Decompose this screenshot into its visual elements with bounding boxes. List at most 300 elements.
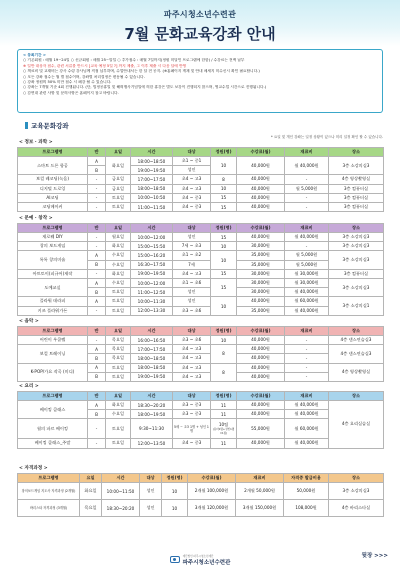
cell-day: 화요일	[106, 157, 131, 175]
table-row	[18, 184, 384, 193]
category-label: < 음악 >	[19, 319, 39, 324]
cell-fee: 30,000원	[237, 288, 285, 297]
cell-time: 18:00~18:50	[131, 157, 173, 166]
cell-cert-fee: 108,000원	[284, 500, 329, 517]
cell-capacity: 11	[211, 401, 237, 410]
cell-day: 목요일	[80, 500, 102, 517]
cell-class: -	[88, 202, 106, 211]
cell-fee: 40,000원	[237, 175, 285, 184]
col-header: 프로그램명	[18, 392, 88, 401]
certification-table	[17, 473, 384, 517]
cell-place: 4층 댄스연습실3	[329, 345, 384, 363]
cell-material: -	[285, 175, 329, 184]
cell-target: 초4 ~ 고3	[173, 345, 211, 354]
cell-day: 토요일	[106, 193, 131, 202]
cell-capacity: 15	[211, 278, 237, 296]
next-page-link[interactable]: 뒷장 >>>	[361, 553, 388, 559]
program-table	[17, 391, 384, 449]
cell-day: 토요일	[106, 439, 131, 448]
cell-place: 4층 요리실습실	[329, 401, 384, 449]
cell-class: A	[88, 157, 106, 166]
group-arts-creative	[17, 215, 384, 316]
cell-capacity: 11	[211, 410, 237, 419]
cell-class: -	[88, 193, 106, 202]
cell-capacity: 15	[211, 193, 237, 202]
cell-program: 베이킹 클래스_주말	[18, 439, 88, 448]
table-header-row	[18, 148, 384, 157]
cell-program: 코딩메이커	[18, 202, 88, 211]
page-title: 7월 문화교육강좌 안내	[124, 25, 276, 43]
notice-line: ○ 강좌는 7개월 기준 4회 진행됩니다. (단, 법정공휴일 및 해외행사기념일에 의한 휴강은 별도 보강이 진행되지 않으며, 영교수업 시간으로 진행됩니다.)	[23, 85, 267, 90]
table-header-row	[18, 474, 384, 483]
org-name: 파주시청소년수련관	[163, 10, 237, 19]
cell-time: 18:00~18:50	[131, 354, 173, 363]
cell-time: 10:00~12:00	[131, 233, 173, 242]
cell-fee: 40,000원	[237, 202, 285, 211]
table-row	[18, 233, 384, 242]
col-header: 재료비	[285, 392, 329, 401]
cell-class: B	[88, 410, 106, 419]
col-header: 프로그램명	[18, 148, 88, 157]
cell-day: 목요일	[106, 354, 131, 363]
cell-fee: 40,000원	[237, 401, 285, 410]
cell-place: 4층 영상촬영실	[329, 363, 384, 381]
footer-logo	[170, 554, 231, 566]
cell-fee: 40,000원	[237, 439, 285, 448]
cell-class: A	[88, 345, 106, 354]
cell-fee: 35,000원	[237, 306, 285, 315]
cell-day: 화요일	[106, 269, 131, 278]
col-header: 시간	[131, 224, 173, 233]
notice-line: ○ 모든 강좌 접수는 월 별 접수이며, 강좌별 처리결정은 변동될 수 있습니다.	[23, 74, 145, 79]
table-header-row	[18, 224, 384, 233]
cell-program: 도예교실	[18, 278, 88, 296]
cell-target: 성인	[173, 233, 211, 242]
category-label: < 문예 · 창작 >	[19, 216, 53, 221]
footer	[0, 548, 400, 566]
cell-time: 17:00~17:50	[131, 345, 173, 354]
cell-program: 플라워 데라피	[18, 297, 88, 306]
cell-material: -	[285, 202, 329, 211]
cell-fee: 30,000원	[237, 242, 285, 251]
cell-target: 7세	[173, 260, 211, 269]
cell-fee: 40,000원	[237, 193, 285, 202]
cell-day: 월요일	[106, 233, 131, 242]
cell-time: 16:30~17:50	[131, 260, 173, 269]
cell-material: -	[285, 372, 329, 381]
table-row	[18, 269, 384, 278]
cell-place: 3층 컴퓨터실	[329, 193, 384, 202]
cell-target: 초4 ~ 고3	[173, 175, 211, 184]
cell-material: -	[285, 363, 329, 372]
cell-capacity: 10	[162, 500, 188, 517]
col-header: 대상	[173, 327, 211, 336]
col-header: 대상	[173, 148, 211, 157]
cell-program: K-POP/가요 작곡 (미디)	[18, 363, 88, 381]
cell-class: -	[88, 419, 106, 439]
cell-program: AI코딩	[18, 193, 88, 202]
cell-program: 스마트 드론 항공	[18, 157, 88, 175]
col-header: 수강료(월)	[188, 474, 236, 483]
cell-target: 초4 ~ 고3	[173, 184, 211, 193]
cell-place: 4층 영상촬영실	[329, 175, 384, 184]
cell-program: 디지털 드로잉	[18, 184, 88, 193]
cell-capacity: 8	[211, 363, 237, 381]
col-header: 프로그램명	[18, 327, 88, 336]
category-label: < 정보 · 과학 >	[19, 140, 53, 145]
col-header: 재료비	[285, 327, 329, 336]
cell-material: -	[285, 354, 329, 363]
cell-material: -	[285, 336, 329, 345]
cell-time: 19:00~19:50	[131, 269, 173, 278]
cell-fee: 35,000원	[237, 251, 285, 260]
cell-class: B	[88, 166, 106, 175]
col-header: 시간	[102, 474, 140, 483]
col-header: 요일	[106, 392, 131, 401]
table-row	[18, 193, 384, 202]
cell-target: 7세 ~ 초3	[173, 242, 211, 251]
cell-time: 17:00~17:50	[131, 175, 173, 184]
col-header: 프로그램명	[18, 224, 88, 233]
cell-class: -	[88, 184, 106, 193]
col-header: 대상	[173, 392, 211, 401]
cell-material: 3개월 150,000원	[236, 500, 284, 517]
cell-time: 10:00~12:00	[131, 278, 173, 287]
cell-target: 초1 ~ 초6	[173, 278, 211, 287]
cell-day: 수요일	[106, 278, 131, 287]
cell-time: 10:00~10:50	[131, 193, 173, 202]
cell-time: 19:00~19:50	[131, 372, 173, 381]
col-header: 정원(명)	[211, 392, 237, 401]
cell-capacity: 8	[211, 175, 237, 184]
cell-program: 아트토이(피규어)제작	[18, 269, 88, 278]
col-header: 수강료(월)	[237, 327, 285, 336]
cell-fee: 40,000원	[237, 233, 285, 242]
table-row	[18, 157, 384, 166]
col-header: 시간	[131, 392, 173, 401]
cell-target: 성인	[140, 500, 162, 517]
cell-fee: 40,000원	[237, 345, 285, 354]
col-header: 반	[88, 392, 106, 401]
cell-day: 수요일	[106, 260, 131, 269]
cell-place: 3층 소강의실3	[329, 278, 384, 296]
cell-material: 월 30,000원	[285, 269, 329, 278]
cell-material: 월 5,000원	[285, 184, 329, 193]
cell-class: B	[88, 260, 106, 269]
notice-line: ○ 강좌 정원의 50% 미만 접수 시 폐강 될 수 있습니다.	[23, 80, 112, 85]
col-header: 장소	[329, 224, 384, 233]
col-header: 정원(명)	[211, 148, 237, 157]
cell-time: 10:00~11:30	[131, 297, 173, 306]
cell-fee: 40,000원	[237, 410, 285, 419]
cell-program: 월의 파르 베이킹	[18, 419, 88, 439]
col-header: 반	[88, 148, 106, 157]
cell-day: 금요일	[106, 184, 131, 193]
cell-class: A	[88, 297, 106, 306]
table-row	[18, 202, 384, 211]
cell-place: 3층 컴퓨터실	[329, 184, 384, 193]
header	[0, 9, 400, 44]
cell-fee: 3개월 120,000원	[188, 500, 236, 517]
col-header: 반	[88, 327, 106, 336]
cell-class: A	[88, 278, 106, 287]
cell-day: 토요일	[106, 288, 131, 297]
category-label: < 자격과정 >	[19, 466, 48, 471]
cell-place: 3층 소강의실3	[329, 251, 384, 269]
col-header: 정원(명)	[211, 327, 237, 336]
cell-fee: 40,000원	[237, 372, 285, 381]
cell-program: 보컬 트레이닝	[18, 345, 88, 363]
table-header-row	[18, 327, 384, 336]
logo-name: 파주시청소년수련관	[182, 559, 231, 566]
cell-material: 월 40,000원	[285, 288, 329, 297]
cell-material: 2개월 50,000원	[236, 483, 284, 500]
section-note: * 요일 및 개인 강좌는 일정 상황이 있으나 미리 일정 확인 할 수 있습니다.	[271, 135, 383, 139]
table-row	[18, 297, 384, 306]
col-header: 재료비	[285, 148, 329, 157]
program-table	[17, 326, 384, 382]
cell-time: 18:00~19:50	[131, 410, 173, 419]
col-header: 반	[88, 224, 106, 233]
cell-class: -	[88, 242, 106, 251]
cell-capacity: 10	[211, 297, 237, 315]
col-header: 수강료(월)	[237, 392, 285, 401]
cell-target: 초3 ~ 초6	[173, 336, 211, 345]
cell-place: 3층 소강의실3	[329, 157, 384, 175]
cell-class: -	[88, 175, 106, 184]
table-row	[18, 336, 384, 345]
cell-capacity: 11	[211, 439, 237, 448]
cell-class: A	[88, 363, 106, 372]
cell-time: 11:00~11:50	[131, 202, 173, 211]
cell-material: 월 60,000원	[285, 419, 329, 439]
table-row	[18, 401, 384, 410]
col-header: 대상	[173, 224, 211, 233]
cell-fee: 2개월 100,000원	[188, 483, 236, 500]
cell-material: 월 40,000원	[285, 306, 329, 315]
col-header: 요일	[106, 148, 131, 157]
col-header: 수강료(월)	[237, 224, 285, 233]
notice-line: ○ 감면대 관련 사항 및 문의사항은 홈페이지 참고 바랍니다.	[23, 90, 119, 95]
col-header: 요일	[106, 224, 131, 233]
cell-target: 초3 ~ 초6	[173, 306, 211, 315]
cell-place: 3층 컴퓨터실	[329, 269, 384, 278]
cell-target: 초1 ~ 중1	[173, 157, 211, 166]
cell-material: 월 40,000원	[285, 157, 329, 175]
cell-class: -	[88, 269, 106, 278]
col-header: 장소	[329, 474, 384, 483]
cell-target: 초4 ~ 고3	[173, 354, 211, 363]
cell-class: -	[88, 439, 106, 448]
cell-time: 12:00~13:30	[131, 306, 173, 315]
col-header: 시간	[131, 148, 173, 157]
col-header: 수강료(월)	[237, 148, 285, 157]
group-certification	[17, 465, 384, 517]
cell-day: 화요일	[106, 401, 131, 410]
cell-target: 성인	[140, 483, 162, 500]
cell-day: 화요일	[106, 242, 131, 251]
cell-time: 11:00~12:50	[131, 288, 173, 297]
col-header: 프로그램명	[18, 474, 80, 483]
cell-target: 초4 ~ 중3	[173, 439, 211, 448]
program-table	[17, 223, 384, 316]
cell-fee: 35,000원	[237, 260, 285, 269]
cell-day: 토요일	[106, 202, 131, 211]
cell-target: 초1 ~ 초2	[173, 251, 211, 260]
cell-target: 5세 ~ 초3 1명 + 성인 1명	[173, 419, 211, 439]
cell-target: 초4 ~ 중3	[173, 202, 211, 211]
cell-capacity: 10	[162, 483, 188, 500]
cell-capacity: 10	[211, 251, 237, 269]
cell-program: 어린이 우쿨렐	[18, 336, 88, 345]
cell-day: 수요일	[106, 410, 131, 419]
group-cooking	[17, 383, 384, 449]
cell-material: 월 40,000원	[285, 233, 329, 242]
table-row	[18, 500, 384, 517]
cell-time: 18:30~20:20	[102, 500, 140, 517]
cell-program: 베이킹 클래스	[18, 401, 88, 419]
cell-program: 창의 보드게임	[18, 242, 88, 251]
col-header: 정원(명)	[211, 224, 237, 233]
col-header: 요일	[80, 474, 102, 483]
cell-program: 제로웨 DIY	[18, 233, 88, 242]
table-row	[18, 242, 384, 251]
table-row	[18, 278, 384, 287]
col-header: 장소	[329, 148, 384, 157]
cell-capacity: 10	[211, 242, 237, 251]
col-header: 자격증 발급비용	[284, 474, 329, 483]
cell-target: 초3 ~ 중3	[173, 401, 211, 410]
cell-capacity: 8	[211, 345, 237, 363]
cell-place: 3층 소강의실3	[329, 233, 384, 242]
table-row	[18, 483, 384, 500]
cell-class: B	[88, 288, 106, 297]
col-header: 정원(명)	[162, 474, 188, 483]
cell-fee: 40,000원	[237, 157, 285, 175]
cell-place: 3층 소강의실3	[329, 242, 384, 251]
cell-fee: 40,000원	[237, 336, 285, 345]
cell-place: 4층 댄스연습실3	[329, 336, 384, 345]
cell-class: B	[88, 372, 106, 381]
col-header: 시간	[131, 327, 173, 336]
cell-day: 토요일	[106, 419, 131, 439]
cell-target: 초4 ~ 고3	[173, 372, 211, 381]
cell-day: 화요일	[80, 483, 102, 500]
cell-target: 초3 ~ 중3	[173, 410, 211, 419]
cell-place: 3층 컴퓨터실	[329, 202, 384, 211]
cell-material: -	[285, 193, 329, 202]
cell-target: 성인	[173, 288, 211, 297]
cell-capacity: 15	[211, 233, 237, 242]
cell-program: 톡톡 창의미술	[18, 251, 88, 269]
notice-line-warning: ※ 일반 대상자 접수, 관련 서류를 반드시 [교육 예정 5일 ?] 까지 제출, 그 이후 제출 시 다음 달에 반영	[23, 63, 187, 68]
registration-notice	[17, 49, 383, 113]
notice-line: ○ 기존회원 : 매월 19~24일 ○ 신규회원 : 매월 25~말일 ○ 추가접수 : 매월 7일까지(정원 미달인 프로그램에 한함) / 수강료는 전액 납부	[23, 58, 245, 63]
col-header: 요일	[106, 327, 131, 336]
cell-program: 창의보드게임 지도사 자격과정 (2개월)	[18, 483, 80, 500]
cell-fee: 40,000원	[237, 184, 285, 193]
notice-heading: < 등록기간 >	[23, 53, 46, 57]
col-header: 재료비	[236, 474, 284, 483]
cell-program: 키즈 플라워가든	[18, 306, 88, 315]
cell-day: 목요일	[106, 345, 131, 354]
notice-line: ○ 책료비 및 교재비는 강사 수령 강사님께 직접 납부하며, 수업안내서는 한 달 전 공지. (※홈페이지 게재 및 안내 메세지 미수신시 확인 필요합니다.)	[23, 69, 260, 74]
cell-day: 토요일	[106, 297, 131, 306]
logo-subtitle: 재단법인 파주시청소년재단	[182, 554, 214, 558]
group-music	[17, 318, 384, 382]
logo-text-group	[183, 554, 231, 566]
cell-target: 성인	[173, 166, 211, 175]
cell-program: 보컬 레코딩(녹음)	[18, 175, 88, 184]
table-row	[18, 363, 384, 372]
cell-time: 18:30~20:20	[131, 401, 173, 410]
cell-place: 4층 바리스타실	[329, 500, 384, 517]
cell-place: 3층 소강의실3	[329, 483, 384, 500]
group-info-science	[17, 139, 384, 212]
cell-time: 15:00~16:20	[131, 251, 173, 260]
cell-material: 월 5,000원	[285, 260, 329, 269]
cell-target: 초4 ~ 고3	[173, 363, 211, 372]
table-row	[18, 251, 384, 260]
cell-class: B	[88, 354, 106, 363]
cell-target: 초4 ~ 고3	[173, 269, 211, 278]
cell-day: 목요일	[106, 336, 131, 345]
cell-fee: 30,000원	[237, 278, 285, 287]
cell-day: 토요일	[106, 363, 131, 372]
cell-fee: 30,000원	[237, 269, 285, 278]
cell-material: 월 40,000원	[285, 401, 329, 410]
cell-capacity: 15	[211, 202, 237, 211]
cell-material: 월 5,000원	[285, 251, 329, 260]
cell-fee: 40,000원	[237, 363, 285, 372]
cell-material: 월 60,000원	[285, 297, 329, 306]
cell-time: 12:00~13:50	[131, 439, 173, 448]
cell-cert-fee: 50,000원	[284, 483, 329, 500]
cell-day: 수요일	[106, 251, 131, 260]
cell-time: 18:00~18:50	[131, 184, 173, 193]
cell-time: 18:00~18:50	[131, 363, 173, 372]
capacity-subnote: (유아1명+성인1명=1팀)	[212, 427, 235, 435]
cell-material: -	[285, 345, 329, 354]
col-header: 대상	[140, 474, 162, 483]
cell-material: 월 40,000원	[285, 439, 329, 448]
program-table	[17, 147, 384, 212]
cell-fee: 40,000원	[237, 354, 285, 363]
cell-day: 토요일	[106, 306, 131, 315]
cell-time: 10:00~11:50	[102, 483, 140, 500]
cell-time: 19:00~19:50	[131, 166, 173, 175]
cell-time: 9:30~11:30	[131, 419, 173, 439]
cell-day: 금요일	[106, 175, 131, 184]
capacity-value: 10팀	[218, 421, 229, 427]
cell-program: 바리스타 자격과정 (3개월)	[18, 500, 80, 517]
cell-class: -	[88, 306, 106, 315]
cell-material: 월 30,000원	[285, 278, 329, 287]
col-header: 장소	[329, 392, 384, 401]
cell-time: 16:00~16:50	[131, 336, 173, 345]
cell-place: 3층 소강의실1	[329, 297, 384, 315]
cell-target: 초4 ~ 중3	[173, 193, 211, 202]
category-label: < 요리 >	[19, 384, 39, 389]
col-header: 재료비	[285, 224, 329, 233]
cell-class: A	[88, 251, 106, 260]
logo-icon	[170, 556, 180, 563]
cell-day: 토요일	[106, 372, 131, 381]
section-title: 교육문화강좌	[25, 121, 69, 130]
cell-time: 15:00~15:50	[131, 242, 173, 251]
cell-fee: 40,000원	[237, 297, 285, 306]
cell-capacity	[211, 419, 237, 439]
